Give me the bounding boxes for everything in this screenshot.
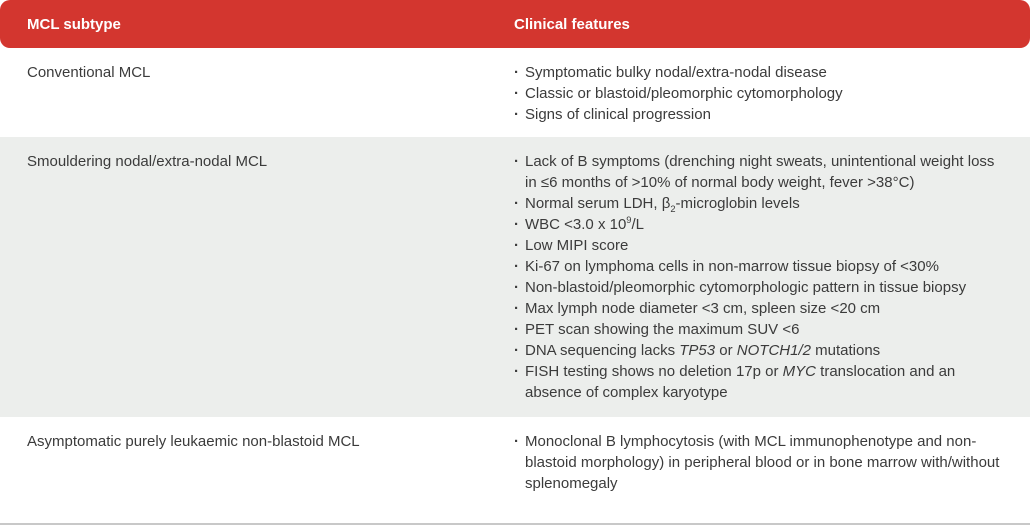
feature-item [514,235,1004,256]
bullet-icon: · [514,321,519,338]
feature-text: Classic or blastoid/pleomorphic cytomorphology [525,85,843,102]
feature-item [514,431,1004,494]
subtype-cell [0,417,514,522]
bullet-icon: · [514,433,519,450]
bullet-icon: · [514,237,519,254]
feature-item [514,83,1004,104]
features-list [514,431,1004,494]
bullet-icon: · [514,300,519,317]
feature-text: Normal serum LDH, β [525,195,671,212]
feature-text: or [715,342,737,359]
subtype-label: Smouldering nodal/extra-nodal MCL [27,153,268,170]
bullet-icon: · [514,342,519,359]
feature-text: Ki-67 on lymphoma cells in non-marrow tissue biopsy of <30% [525,258,939,275]
feature-item [514,193,1004,214]
feature-text: Low MIPI score [525,237,629,254]
header-mcl-subtype: MCL subtype [27,15,121,33]
feature-item [514,361,1004,403]
table-bottom-rule [0,523,1030,525]
feature-text: translocation and an absence of complex karyotype [525,363,956,401]
feature-item [514,256,1004,277]
feature-text: 2 [670,204,676,214]
feature-text: FISH testing shows no deletion 17p or [525,363,783,380]
table-header [0,0,1030,48]
feature-text: NOTCH1/2 [736,342,811,359]
subtype-label: Conventional MCL [27,64,151,81]
feature-text: Symptomatic bulky nodal/extra-nodal disease [525,64,827,81]
features-cell [514,417,1030,522]
feature-item [514,277,1004,298]
feature-item [514,104,1004,125]
features-list [514,151,1004,403]
table-row [0,48,1030,137]
feature-text: 9 [626,215,632,225]
feature-text: Monoclonal B lymphocytosis (with MCL immunophenotype and non-blastoid morphology) in peripheral blood or in bone marrow with/without splenomegaly [525,433,1000,492]
feature-text: PET scan showing the maximum SUV <6 [525,321,800,338]
header-clinical-features: Clinical features [514,15,630,33]
feature-text: -microglobin levels [675,195,800,212]
features-cell [514,137,1030,417]
subtype-cell [0,48,514,137]
feature-text: MYC [782,363,816,380]
bullet-icon: · [514,216,519,233]
feature-text: Signs of clinical progression [525,106,711,123]
feature-item [514,62,1004,83]
feature-text: Lack of B symptoms (drenching night sweats, unintentional weight loss in ≤6 months of >10% of normal body weight, fever >38°C) [525,153,995,191]
feature-text: /L [631,216,644,233]
feature-item [514,151,1004,193]
feature-item [514,298,1004,319]
bullet-icon: · [514,279,519,296]
table-row [0,417,1030,522]
feature-item [514,214,1004,235]
feature-text: WBC <3.0 x 10 [525,216,627,233]
bullet-icon: · [514,106,519,123]
feature-item [514,340,1004,361]
bullet-icon: · [514,258,519,275]
bullet-icon: · [514,85,519,102]
subtype-label: Asymptomatic purely leukaemic non-blastoid MCL [27,433,360,450]
features-cell [514,48,1030,137]
bullet-icon: · [514,153,519,170]
subtype-cell [0,137,514,417]
bullet-icon: · [514,363,519,380]
feature-item [514,319,1004,340]
features-list [514,62,1004,125]
feature-text: Non-blastoid/pleomorphic cytomorphologic pattern in tissue biopsy [525,279,967,296]
feature-text: Max lymph node diameter <3 cm, spleen size <20 cm [525,300,881,317]
feature-text: DNA sequencing lacks [525,342,680,359]
bullet-icon: · [514,64,519,81]
feature-text: mutations [810,342,881,359]
table-body [0,48,1030,522]
feature-text: TP53 [679,342,716,359]
bullet-icon: · [514,195,519,212]
table-row [0,137,1030,417]
